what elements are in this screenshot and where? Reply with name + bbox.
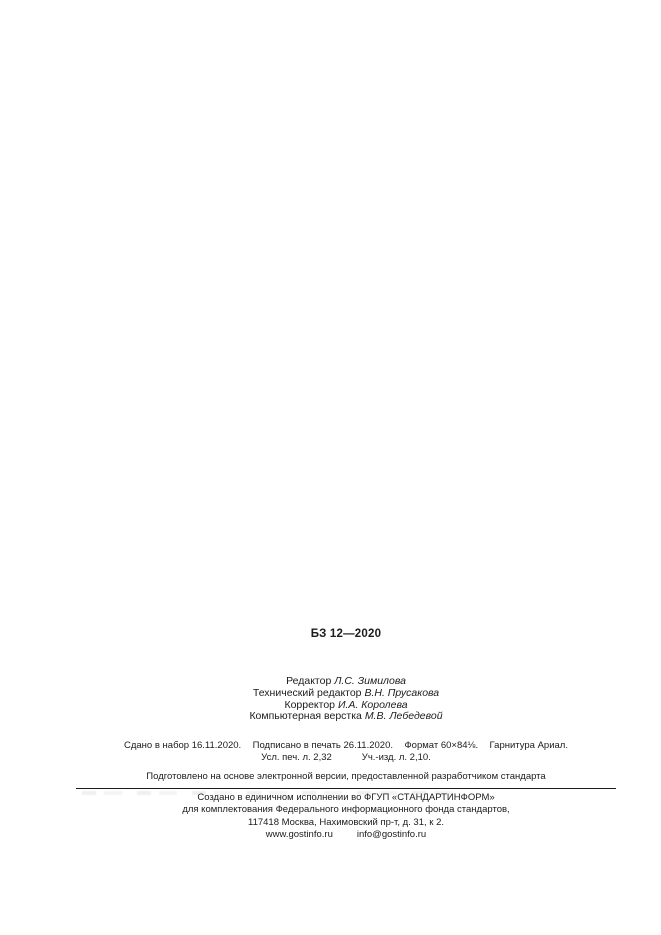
credit-role: Корректор — [284, 698, 336, 711]
imprint-line-1 — [124, 740, 568, 751]
imprint-format: Формат 60×84⅛. — [404, 740, 479, 751]
prepared-note: Подготовлено на основе электронной версии, предоставленной разработчиком стандарта — [146, 771, 546, 782]
credit-role: Компьютерная верстка — [249, 710, 362, 723]
imprint-printer-sheets: Усл. печ. л. 2,32 — [261, 752, 332, 763]
imprint-publisher-sheets: Уч.-изд. л. 2,10. — [361, 752, 431, 763]
credit-layout — [30, 711, 661, 723]
credit-name: Л.С. Зимилова — [334, 675, 406, 687]
credit-role: Технический редактор — [252, 686, 362, 699]
publisher-email: info@gostinfo.ru — [356, 828, 427, 840]
publisher-website: www.gostinfo.ru — [265, 828, 333, 840]
publisher-block — [30, 792, 661, 841]
credits-block — [30, 676, 661, 723]
horizontal-rule — [76, 788, 616, 789]
publisher-line-2: для комплектования Федерального информационного фонда стандартов, — [182, 804, 510, 816]
credit-name: В.Н. Прусакова — [364, 686, 440, 699]
publisher-address: 117418 Москва, Нахимовский пр-т, д. 31, к 2. — [247, 816, 445, 828]
publisher-contacts — [30, 829, 661, 841]
imprint-print-date: Подписано в печать 26.11.2020. — [252, 740, 393, 751]
document-page — [30, 0, 661, 935]
credit-name: М.В. Лебедевой — [364, 710, 443, 723]
credit-name: И.А. Королева — [337, 698, 408, 711]
publisher-line-1: Создано в единичном исполнении во ФГУП «СТАНДАРТИНФОРМ» — [197, 792, 495, 803]
imprint-typeset-date: Сдано в набор 16.11.2020. — [124, 740, 242, 751]
imprint-line-2 — [30, 752, 661, 763]
imprint-typeface: Гарнитура Ариал. — [489, 740, 568, 751]
credit-role: Редактор — [286, 675, 332, 687]
batch-code: БЗ 12—2020 — [310, 628, 382, 640]
